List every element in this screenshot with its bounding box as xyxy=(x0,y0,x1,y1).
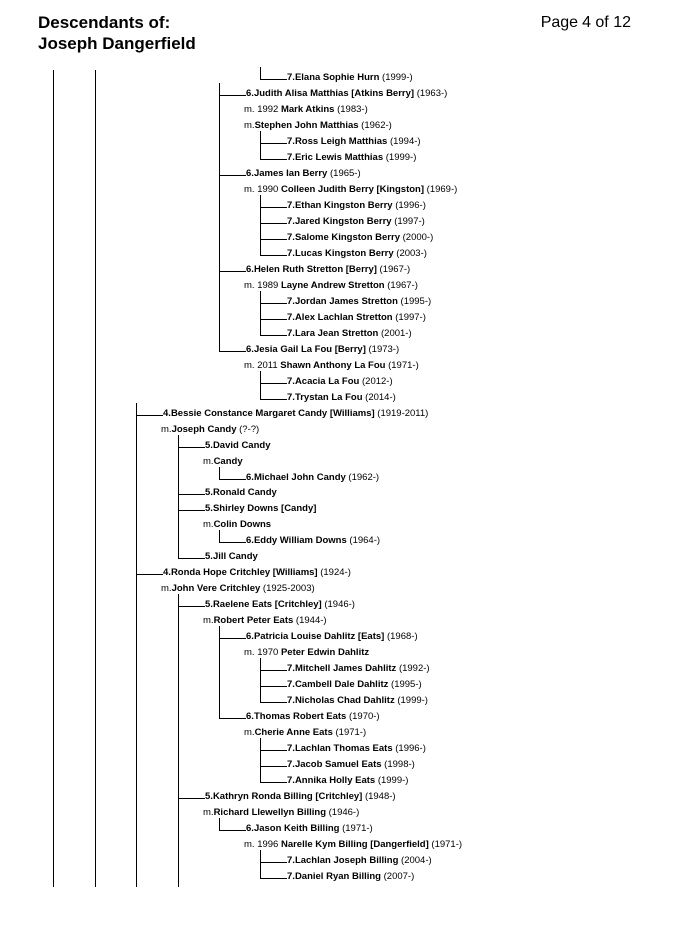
marriage-prefix: m. 1992 xyxy=(244,103,279,115)
person-name: Jason Keith Billing xyxy=(253,823,340,835)
person-name: Kathryn Ronda Billing [Critchley] xyxy=(212,791,363,803)
marriage-prefix: m. xyxy=(161,423,172,435)
generation-number: 6. xyxy=(246,631,254,643)
branch-connector xyxy=(260,878,287,879)
generation-number: 7. xyxy=(287,231,295,243)
person-name: Richard Llewellyn Billing xyxy=(213,807,326,819)
person-entry xyxy=(246,823,373,835)
sibling-line xyxy=(260,291,261,335)
spouse-entry xyxy=(244,104,368,116)
person-entry xyxy=(163,408,428,420)
person-name: James Ian Berry xyxy=(253,167,328,179)
person-entry xyxy=(287,679,422,691)
branch-connector xyxy=(260,143,287,144)
generation-number: 7. xyxy=(287,135,295,147)
branch-connector xyxy=(260,303,287,304)
person-entry xyxy=(287,695,428,707)
branch-connector xyxy=(219,271,246,272)
marriage-prefix: m. xyxy=(244,727,255,739)
person-entry xyxy=(205,503,316,515)
person-name: John Vere Critchley xyxy=(171,583,261,595)
person-entry xyxy=(205,599,355,611)
life-dates: (1992-) xyxy=(396,663,430,675)
generation-number: 7. xyxy=(287,311,295,323)
person-name: Helen Ruth Stretton [Berry] xyxy=(253,263,377,275)
person-name: Eric Lewis Matthias xyxy=(294,151,384,163)
person-name: Lara Jean Stretton xyxy=(294,327,379,339)
branch-connector xyxy=(260,750,287,751)
life-dates: (1963-) xyxy=(414,87,448,99)
person-entry xyxy=(287,232,433,244)
branch-connector xyxy=(219,479,246,480)
person-entry xyxy=(205,551,258,563)
generation-number: 4. xyxy=(163,407,171,419)
spouse-entry xyxy=(244,280,418,292)
person-name: Narelle Kym Billing [Dangerfield] xyxy=(278,839,429,851)
branch-connector xyxy=(219,95,246,96)
branch-connector xyxy=(136,574,163,575)
branch-connector xyxy=(260,670,287,671)
life-dates: (1995-) xyxy=(388,679,422,691)
person-name: Thomas Robert Eats xyxy=(253,711,347,723)
life-dates: (1999-) xyxy=(383,151,417,163)
life-dates: (1999-) xyxy=(394,695,428,707)
marriage-prefix: m. xyxy=(244,119,255,131)
generation-number: 5. xyxy=(205,599,213,611)
branch-connector xyxy=(260,159,287,160)
person-name: David Candy xyxy=(212,439,271,451)
sibling-line xyxy=(260,67,261,79)
life-dates: (1973-) xyxy=(365,343,400,355)
generation-number: 6. xyxy=(246,471,254,483)
person-name: Annika Holly Eats xyxy=(294,775,376,787)
marriage-prefix: m. 1970 xyxy=(244,647,279,659)
branch-connector xyxy=(260,335,287,336)
generation-number: 7. xyxy=(287,247,295,259)
marriage-prefix: m. xyxy=(203,519,214,531)
sibling-line xyxy=(219,467,220,479)
person-entry xyxy=(163,567,351,579)
person-name: Ronald Candy xyxy=(212,487,277,499)
branch-connector xyxy=(219,718,246,719)
sibling-line xyxy=(260,850,261,878)
life-dates: (1965-) xyxy=(327,167,361,179)
person-entry xyxy=(246,344,399,356)
spouse-entry xyxy=(161,583,315,595)
branch-connector xyxy=(178,606,205,607)
sibling-line xyxy=(219,83,220,351)
generation-number: 7. xyxy=(287,391,295,403)
life-dates: (1925-2003) xyxy=(260,583,315,595)
life-dates: (1924-) xyxy=(317,567,351,579)
person-entry xyxy=(287,216,425,228)
spouse-entry xyxy=(203,456,243,468)
branch-connector xyxy=(260,79,287,80)
generation-number: 7. xyxy=(287,775,295,787)
life-dates: (2012-) xyxy=(359,375,393,387)
sibling-line xyxy=(260,131,261,159)
branch-connector xyxy=(260,383,287,384)
branch-connector xyxy=(260,766,287,767)
branch-connector xyxy=(260,702,287,703)
person-name: Robert Peter Eats xyxy=(213,615,294,627)
person-name: Ethan Kingston Berry xyxy=(294,199,393,211)
spouse-entry xyxy=(203,807,359,819)
life-dates: (1996-) xyxy=(392,199,426,211)
life-dates: (1997-) xyxy=(392,311,426,323)
person-name: Jesia Gail La Fou [Berry] xyxy=(253,343,366,355)
person-name: Elana Sophie Hurn xyxy=(294,72,380,83)
branch-connector xyxy=(178,510,205,511)
branch-connector xyxy=(260,319,287,320)
generation-number: 6. xyxy=(246,87,254,99)
spouse-entry xyxy=(244,647,369,659)
branch-connector xyxy=(178,798,205,799)
sibling-line xyxy=(178,435,179,559)
person-name: Jared Kingston Berry xyxy=(294,215,392,227)
ancestor-line xyxy=(53,70,54,887)
person-name: Jordan James Stretton xyxy=(294,295,398,307)
marriage-prefix: m. 1996 xyxy=(244,839,279,851)
life-dates: (1962-) xyxy=(358,119,392,131)
generation-number: 6. xyxy=(246,823,254,835)
marriage-prefix: m. xyxy=(203,615,214,627)
marriage-prefix: m. xyxy=(203,807,214,819)
sibling-line xyxy=(219,818,220,830)
life-dates: (1968-) xyxy=(384,631,418,643)
person-entry xyxy=(287,296,431,308)
person-name: Candy xyxy=(213,455,243,467)
sibling-line xyxy=(219,626,220,718)
person-entry xyxy=(205,791,396,803)
life-dates: (2014-) xyxy=(362,391,396,403)
page-count: 4 of 12 xyxy=(582,14,631,31)
life-dates: (1970-) xyxy=(346,711,380,723)
title-line-2: Joseph Dangerfield xyxy=(38,34,196,53)
life-dates: (1944-) xyxy=(293,615,327,627)
person-name: Stephen John Matthias xyxy=(254,119,359,131)
person-name: Mark Atkins xyxy=(278,103,335,115)
generation-number: 6. xyxy=(246,343,254,355)
generation-number: 7. xyxy=(287,759,295,771)
sibling-line xyxy=(260,371,261,399)
life-dates: (1964-) xyxy=(346,535,381,547)
generation-number: 7. xyxy=(287,215,295,227)
branch-connector xyxy=(219,175,246,176)
person-entry xyxy=(287,376,393,388)
life-dates: (1967-) xyxy=(384,279,418,291)
person-name: Layne Andrew Stretton xyxy=(278,279,385,291)
life-dates: (1971-) xyxy=(332,727,367,739)
person-name: Jill Candy xyxy=(212,551,258,563)
marriage-prefix: m. 1989 xyxy=(244,279,279,291)
life-dates: (1998-) xyxy=(381,759,415,771)
marriage-prefix: m. xyxy=(203,455,214,467)
life-dates: (2000-) xyxy=(400,231,434,243)
branch-connector xyxy=(219,351,246,352)
person-name: Cherie Anne Eats xyxy=(254,727,333,739)
person-entry xyxy=(246,168,361,180)
generation-number: 7. xyxy=(287,855,295,867)
branch-connector xyxy=(219,830,246,831)
person-name: Bessie Constance Margaret Candy [Williams] xyxy=(170,407,375,419)
branch-connector xyxy=(260,862,287,863)
life-dates: (1967-) xyxy=(376,263,411,275)
page-label: Page xyxy=(540,14,579,31)
branch-connector xyxy=(260,207,287,208)
person-name: Colleen Judith Berry [Kingston] xyxy=(278,183,425,195)
generation-number: 7. xyxy=(287,295,295,307)
person-entry xyxy=(287,743,426,755)
person-entry xyxy=(246,631,418,643)
person-name: Ross Leigh Matthias xyxy=(294,135,388,147)
spouse-entry xyxy=(203,615,327,627)
person-name: Michael John Candy xyxy=(253,471,346,483)
ancestor-line xyxy=(95,70,96,887)
person-entry xyxy=(246,264,410,276)
life-dates: (1971-) xyxy=(339,823,373,835)
generation-number: 5. xyxy=(205,487,213,499)
person-name: Lachlan Thomas Eats xyxy=(294,743,393,755)
life-dates: (2001-) xyxy=(378,327,412,339)
life-dates: (1948-) xyxy=(362,791,396,803)
person-entry xyxy=(246,88,447,100)
life-dates: (2003-) xyxy=(393,247,427,259)
spouse-entry xyxy=(244,184,457,196)
person-entry xyxy=(205,440,270,452)
generation-number: 6. xyxy=(246,711,254,723)
life-dates: (1996-) xyxy=(392,743,426,755)
branch-connector xyxy=(219,638,246,639)
generation-number: 7. xyxy=(287,871,295,882)
life-dates: (1971-) xyxy=(385,359,419,371)
generation-number: 7. xyxy=(287,72,295,83)
branch-connector xyxy=(260,239,287,240)
branch-connector xyxy=(178,558,205,559)
generation-number: 4. xyxy=(163,567,171,579)
person-entry xyxy=(287,663,430,675)
person-name: Nicholas Chad Dahlitz xyxy=(294,695,395,707)
sibling-line xyxy=(219,530,220,542)
person-name: Ronda Hope Critchley [Williams] xyxy=(170,567,318,579)
person-entry xyxy=(287,871,414,883)
spouse-entry xyxy=(244,727,366,739)
spouse-entry xyxy=(244,839,462,851)
generation-number: 7. xyxy=(287,375,295,387)
spouse-entry xyxy=(244,120,392,132)
sibling-line xyxy=(260,658,261,702)
generation-number: 5. xyxy=(205,503,213,515)
person-name: Raelene Eats [Critchley] xyxy=(212,599,322,611)
life-dates: (1919-2011) xyxy=(374,407,429,419)
life-dates: (1999-) xyxy=(379,72,413,83)
life-dates: (1962-) xyxy=(345,471,380,483)
branch-connector xyxy=(178,447,205,448)
generation-number: 7. xyxy=(287,151,295,163)
generation-number: 7. xyxy=(287,679,295,691)
branch-connector xyxy=(260,255,287,256)
spouse-entry xyxy=(203,519,271,531)
person-name: Trystan La Fou xyxy=(294,391,363,403)
generation-number: 6. xyxy=(246,535,254,547)
person-name: Daniel Ryan Billing xyxy=(294,871,381,882)
sibling-line xyxy=(260,738,261,782)
generation-number: 6. xyxy=(246,167,254,179)
person-entry xyxy=(287,152,416,164)
generation-number: 5. xyxy=(205,551,213,563)
person-entry xyxy=(246,472,379,484)
life-dates: (1946-) xyxy=(326,807,360,819)
person-name: Lucas Kingston Berry xyxy=(294,247,394,259)
life-dates: (1971-) xyxy=(428,839,463,851)
person-name: Alex Lachlan Stretton xyxy=(294,311,393,323)
generation-number: 6. xyxy=(246,263,254,275)
person-name: Lachlan Joseph Billing xyxy=(294,855,399,867)
spouse-entry xyxy=(244,360,419,372)
person-name: Judith Alisa Matthias [Atkins Berry] xyxy=(253,87,415,99)
branch-connector xyxy=(260,223,287,224)
sibling-line xyxy=(260,195,261,255)
person-name: Jacob Samuel Eats xyxy=(294,759,382,771)
generation-number: 5. xyxy=(205,439,213,451)
person-name: Acacia La Fou xyxy=(294,375,360,387)
life-dates: (1983-) xyxy=(334,103,368,115)
person-name: Mitchell James Dahlitz xyxy=(294,663,397,675)
person-name: Patricia Louise Dahlitz [Eats] xyxy=(253,631,385,643)
title-line-1: Descendants of: xyxy=(38,13,171,32)
person-entry xyxy=(287,328,412,340)
person-name: Cambell Dale Dahlitz xyxy=(294,679,389,691)
generation-number: 7. xyxy=(287,743,295,755)
person-entry xyxy=(287,136,421,148)
branch-connector xyxy=(260,686,287,687)
person-name: Shirley Downs [Candy] xyxy=(212,503,317,515)
person-name: Eddy William Downs xyxy=(253,535,347,547)
life-dates: (1946-) xyxy=(321,599,355,611)
sibling-line xyxy=(136,403,137,887)
life-dates: (1997-) xyxy=(391,215,425,227)
branch-connector xyxy=(219,542,246,543)
person-entry xyxy=(287,855,432,867)
life-dates: (2007-) xyxy=(380,871,415,882)
person-entry xyxy=(287,200,426,212)
person-entry xyxy=(287,312,426,324)
marriage-prefix: m. 1990 xyxy=(244,183,279,195)
person-entry xyxy=(287,72,413,84)
person-name: Colin Downs xyxy=(213,519,272,531)
person-entry xyxy=(246,711,380,723)
sibling-line xyxy=(178,594,179,887)
marriage-prefix: m. xyxy=(161,583,172,595)
life-dates: (1999-) xyxy=(375,775,409,787)
life-dates: (1994-) xyxy=(387,135,421,147)
generation-number: 7. xyxy=(287,199,295,211)
life-dates: (1995-) xyxy=(397,295,432,307)
life-dates: (2004-) xyxy=(398,855,432,867)
generation-number: 7. xyxy=(287,327,295,339)
person-name: Salome Kingston Berry xyxy=(294,231,400,243)
life-dates: (?-?) xyxy=(236,423,260,435)
marriage-prefix: m. 2011 xyxy=(244,359,278,371)
person-entry xyxy=(205,487,277,499)
branch-connector xyxy=(260,782,287,783)
person-entry xyxy=(287,775,408,787)
branch-connector xyxy=(260,399,287,400)
generation-number: 7. xyxy=(287,695,295,707)
person-name: Joseph Candy xyxy=(171,423,237,435)
branch-connector xyxy=(136,415,163,416)
person-entry xyxy=(287,248,427,260)
person-entry xyxy=(287,392,396,404)
life-dates: (1969-) xyxy=(424,183,458,195)
person-entry xyxy=(246,535,380,547)
person-entry xyxy=(287,759,415,771)
person-name: Peter Edwin Dahlitz xyxy=(278,647,370,659)
generation-number: 7. xyxy=(287,663,295,675)
branch-connector xyxy=(178,494,205,495)
generation-number: 5. xyxy=(205,791,213,803)
person-name: Shawn Anthony La Fou xyxy=(277,359,386,371)
spouse-entry xyxy=(161,424,259,436)
